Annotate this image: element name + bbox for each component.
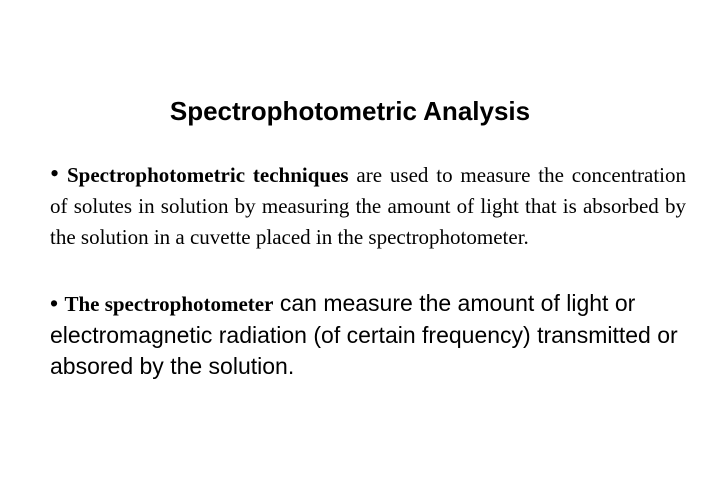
slide-title: Spectrophotometric Analysis: [169, 96, 531, 126]
bullet-marker: •: [50, 159, 60, 188]
bullet-2: [50, 288, 710, 382]
bullet-1-bold: Spectrophotometric techniques: [66, 163, 349, 187]
bullet-2-bold: The spectrophotometer: [64, 292, 274, 316]
bullet-1: [50, 158, 686, 253]
bullet-2-text: can measure the amount of light or electromagnetic radiation (of certain frequency) transmitted or absored by the solution.: [50, 290, 678, 379]
bullet-marker: •: [50, 290, 59, 316]
bullet-1-text: are used to measure the concentration of solutes in solution by measuring the amount of light that is absorbed by the solution in a cuvette placed in the spectrophotometer.: [50, 163, 687, 249]
